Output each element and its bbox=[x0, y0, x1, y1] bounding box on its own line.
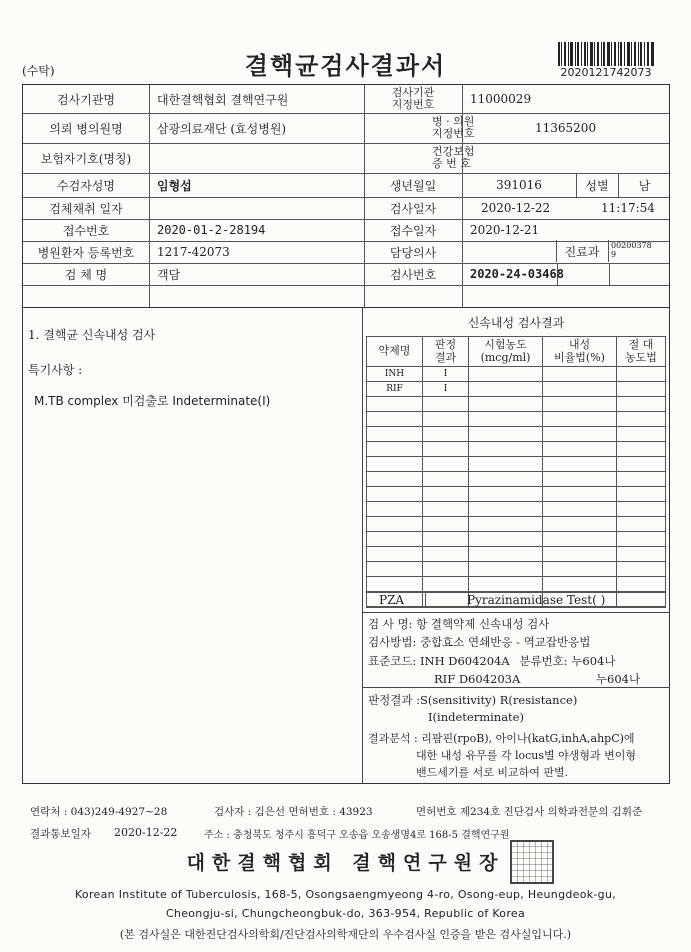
notes-label: 특기사항 : bbox=[28, 363, 83, 377]
table-row bbox=[367, 367, 666, 382]
table-row bbox=[367, 427, 666, 442]
drug-cell: INH bbox=[367, 367, 423, 382]
specimen-value: 객담 bbox=[157, 267, 181, 282]
judge-cell: I bbox=[423, 382, 469, 397]
receipt-label: (수탁) bbox=[22, 64, 55, 78]
method-code-inh: 표준코드: INH D604204A 분류번호: 누604나 bbox=[368, 654, 616, 668]
col-drug: 약제명 bbox=[367, 337, 423, 367]
patient-value: 임형섭 bbox=[157, 178, 192, 193]
chart-no-label: 병원환자 등록번호 bbox=[37, 245, 135, 260]
hospital-code-value: 11365200 bbox=[535, 121, 597, 135]
table-row bbox=[367, 442, 666, 457]
table-row bbox=[367, 547, 666, 562]
test-time-value: 11:17:54 bbox=[601, 201, 655, 215]
insured-label: 보험자기호(명칭) bbox=[40, 151, 132, 166]
table-row bbox=[367, 562, 666, 577]
judge-cell: I bbox=[423, 367, 469, 382]
footer-certification: (본 검사실은 대한진단검사의학회/진단검사의학재단의 우수검사실 인증을 받은 검사실입니다.) bbox=[119, 928, 572, 941]
lab-label: 검사기관명 bbox=[57, 92, 115, 107]
health-no-label-2: 증 번 호 bbox=[432, 157, 471, 170]
col-abs: 절 대 농도법 bbox=[617, 337, 666, 367]
col-ratio: 내성 비율법(%) bbox=[543, 337, 617, 367]
test-title: 1. 결핵균 신속내성 검사 bbox=[28, 328, 156, 342]
test-date-value: 2020-12-22 bbox=[481, 201, 551, 215]
dept-value-1: 00200378 bbox=[611, 241, 652, 251]
receipt-date-value: 2020-12-21 bbox=[470, 223, 540, 237]
requester-label: 의뢰 병의원명 bbox=[49, 121, 123, 136]
table-row bbox=[367, 502, 666, 517]
test-no-value: 2020-24-03468 bbox=[470, 267, 564, 281]
dept-label: 진료과 bbox=[564, 244, 600, 259]
specimen-label: 검 체 명 bbox=[64, 267, 108, 282]
dept-value-2: 9 bbox=[611, 250, 617, 259]
sex-value: 남 bbox=[638, 178, 651, 193]
pza-row bbox=[366, 592, 666, 608]
table-row bbox=[367, 382, 666, 397]
requester-value: 삼광의료재단 (효성병원) bbox=[157, 121, 287, 136]
footer-tester: 검사자 : 김은선 면허번호 : 43923 bbox=[214, 806, 373, 818]
sensitivity-title: 신속내성 검사결과 bbox=[467, 316, 565, 330]
footer-address-en-1: Korean Institute of Tuberculosis, 168-5, Osongsaengmyeong 4-ro, Osong-eup, Heungdeok-gu, bbox=[74, 888, 617, 901]
footer-notice-date: 2020-12-22 bbox=[114, 826, 178, 839]
table-row bbox=[367, 532, 666, 547]
health-no-label-1: 건강보험 bbox=[432, 144, 475, 158]
lab-code-label-1: 검사기관 bbox=[391, 85, 435, 99]
info-grid bbox=[22, 84, 670, 308]
drug-cell: RIF bbox=[367, 382, 423, 397]
result-analysis-3: 밴드세기를 서로 비교하여 판별. bbox=[416, 766, 569, 779]
left-content bbox=[28, 326, 270, 409]
footer-address-en-2: Cheongju-si, Chungcheongbuk-do, 363-954, Republic of Korea bbox=[165, 907, 526, 920]
chart-no-value: 1217-42073 bbox=[157, 245, 230, 259]
method-method: 검사방법: 중합효소 연쇄반응 - 역교잡반응법 bbox=[368, 635, 591, 649]
lab-code-label-2: 지정번호 bbox=[391, 98, 435, 111]
pza-text: Pyrazinamidase Test( ) bbox=[467, 593, 606, 607]
receipt-no-label: 접수번호 bbox=[62, 223, 110, 238]
table-row bbox=[367, 517, 666, 532]
test-no-label: 검사번호 bbox=[389, 267, 437, 282]
footer-contact: 연락처 : 043)249-4927~28 bbox=[30, 806, 168, 818]
sensitivity-table bbox=[366, 336, 666, 607]
receipt-no-value: 2020-01-2-28194 bbox=[157, 223, 266, 237]
lab-code-value: 11000029 bbox=[470, 92, 532, 106]
collect-label: 검체채취 일자 bbox=[49, 201, 123, 216]
hospital-code-label-2: 지정번호 bbox=[432, 127, 475, 140]
method-item: 검 사 명: 항 결핵약제 신속내성 검사 bbox=[368, 617, 550, 631]
table-row bbox=[367, 397, 666, 412]
table-row bbox=[367, 457, 666, 472]
hospital-code-label-1: 병 · 의원 bbox=[432, 114, 475, 128]
receipt-date-label: 접수일자 bbox=[389, 223, 437, 238]
document-title: 결핵균검사결과서 bbox=[244, 51, 447, 80]
birth-value: 391016 bbox=[496, 178, 542, 192]
result-analysis-2: 대한 내성 유무를 각 locus별 야생형과 변이형 bbox=[416, 749, 637, 762]
table-row bbox=[367, 577, 666, 592]
col-judge: 판정 결과 bbox=[423, 337, 469, 367]
result-line: M.TB complex 미검출로 Indeterminate(I) bbox=[34, 394, 271, 408]
organization-name: 대한결핵협회 결핵연구원장 bbox=[186, 852, 505, 874]
table-row bbox=[367, 412, 666, 427]
pza-label: PZA bbox=[379, 593, 405, 607]
result-judge-1: 판정결과 :S(sensitivity) R(resistance) bbox=[368, 693, 578, 707]
col-conc: 시험농도 (mcg/ml) bbox=[469, 337, 543, 367]
doctor-label: 담당의사 bbox=[389, 245, 437, 260]
birth-label: 생년월일 bbox=[389, 178, 437, 193]
patient-label: 수검자성명 bbox=[57, 178, 115, 193]
table-row bbox=[367, 487, 666, 502]
method-code-rif: RIF D604203A 누604나 bbox=[434, 672, 641, 686]
test-date-label: 검사일자 bbox=[389, 201, 437, 216]
footer-notice-label: 결과통보일자 bbox=[30, 828, 91, 840]
footer-address-kr: 주소 : 충청북도 청주시 흥덕구 오송읍 오송생명4로 168-5 결핵연구원 bbox=[204, 830, 510, 841]
result-judge-2: I(indeterminate) bbox=[428, 710, 524, 724]
barcode bbox=[558, 42, 654, 66]
lab-value: 대한결핵협회 결핵연구원 bbox=[157, 92, 289, 107]
sex-label: 성별 bbox=[585, 178, 609, 193]
barcode-number: 2020121742073 bbox=[560, 66, 652, 79]
table-row bbox=[367, 472, 666, 487]
official-seal-icon bbox=[510, 840, 554, 884]
result-analysis-1: 결과분석 : 리팜핀(rpoB), 아이나(katG,inhA,ahpC)에 bbox=[368, 732, 635, 745]
footer-license: 면허번호 제234호 진단검사 의학과전문의 김휘준 bbox=[416, 806, 643, 818]
